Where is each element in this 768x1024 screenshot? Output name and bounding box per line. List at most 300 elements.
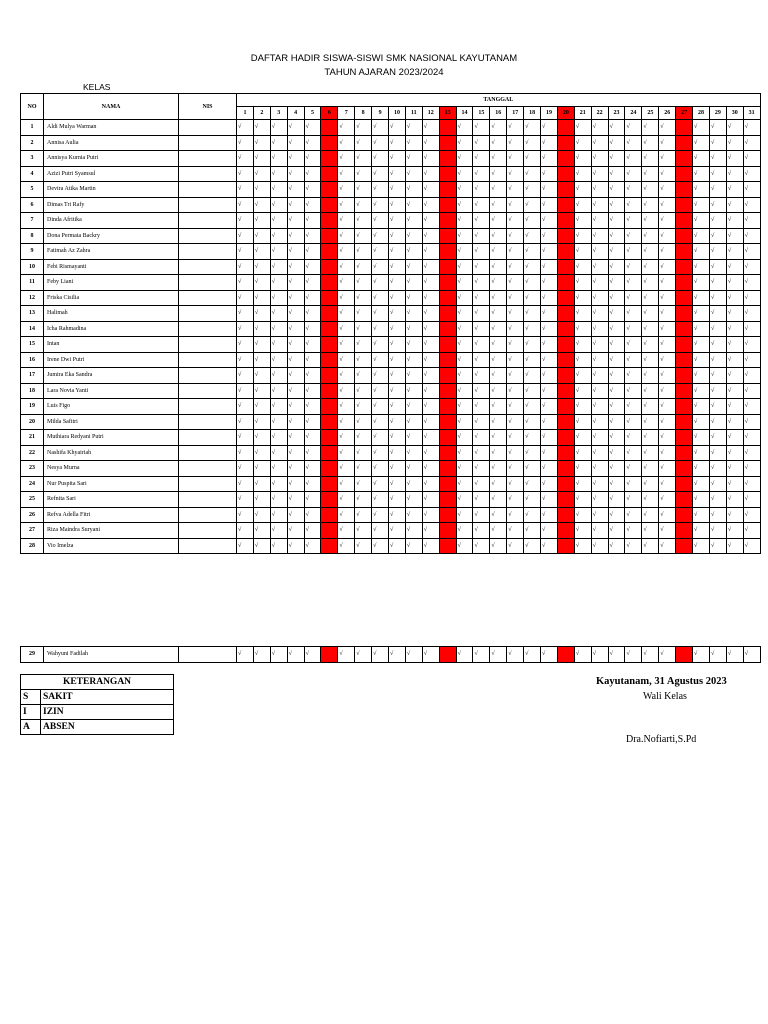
present-check: √ [304, 445, 321, 461]
present-check: √ [422, 492, 439, 508]
student-row [21, 399, 761, 415]
present-check: √ [490, 306, 507, 322]
student-nis [179, 368, 237, 384]
present-check: √ [625, 383, 642, 399]
present-check: √ [338, 414, 355, 430]
holiday-cell [676, 120, 693, 136]
student-number: 4 [21, 166, 44, 182]
student-nis [179, 244, 237, 260]
present-check: √ [270, 275, 287, 291]
present-check: √ [372, 259, 389, 275]
student-row [21, 120, 761, 136]
present-check: √ [287, 290, 304, 306]
present-check: √ [625, 182, 642, 198]
present-check: √ [389, 259, 406, 275]
present-check: √ [625, 275, 642, 291]
present-check: √ [541, 306, 558, 322]
present-check: √ [591, 399, 608, 415]
holiday-cell [321, 244, 338, 260]
present-check: √ [473, 166, 490, 182]
present-check: √ [253, 538, 270, 554]
present-check: √ [591, 151, 608, 167]
holiday-cell [321, 383, 338, 399]
present-check: √ [355, 321, 372, 337]
holiday-cell [557, 213, 574, 229]
present-check: √ [355, 368, 372, 384]
holiday-cell [321, 182, 338, 198]
present-check: √ [270, 476, 287, 492]
holiday-cell [321, 352, 338, 368]
present-check: √ [642, 259, 659, 275]
present-check: √ [372, 430, 389, 446]
present-check: √ [574, 352, 591, 368]
student-row [21, 368, 761, 384]
present-check: √ [726, 151, 743, 167]
present-check: √ [456, 244, 473, 260]
present-check: √ [389, 647, 406, 663]
present-check: √ [693, 430, 710, 446]
present-check: √ [372, 461, 389, 477]
student-number: 26 [21, 507, 44, 523]
holiday-cell [676, 476, 693, 492]
student-nis [179, 492, 237, 508]
present-check: √ [591, 523, 608, 539]
present-check: √ [507, 197, 524, 213]
present-check: √ [422, 368, 439, 384]
present-check: √ [743, 228, 760, 244]
present-check: √ [490, 399, 507, 415]
present-check: √ [473, 538, 490, 554]
present-check: √ [743, 414, 760, 430]
present-check: √ [405, 228, 422, 244]
present-check: √ [270, 244, 287, 260]
present-check: √ [541, 166, 558, 182]
present-check: √ [524, 151, 541, 167]
present-check: √ [473, 492, 490, 508]
present-check: √ [507, 120, 524, 136]
holiday-cell [676, 414, 693, 430]
present-check: √ [524, 182, 541, 198]
student-name: Dimas Tri Rafy [44, 197, 179, 213]
present-check: √ [473, 383, 490, 399]
present-check: √ [743, 166, 760, 182]
present-check: √ [287, 476, 304, 492]
present-check: √ [490, 228, 507, 244]
present-check: √ [625, 414, 642, 430]
present-check: √ [659, 182, 676, 198]
present-check: √ [726, 476, 743, 492]
present-check: √ [405, 120, 422, 136]
present-check: √ [270, 492, 287, 508]
present-check: √ [253, 244, 270, 260]
present-check: √ [659, 507, 676, 523]
present-check: √ [237, 228, 254, 244]
present-check: √ [642, 445, 659, 461]
present-check: √ [304, 399, 321, 415]
present-check: √ [709, 647, 726, 663]
present-check: √ [237, 523, 254, 539]
present-check: √ [659, 244, 676, 260]
present-check: √ [304, 492, 321, 508]
student-row [21, 476, 761, 492]
present-check: √ [659, 228, 676, 244]
present-check: √ [237, 182, 254, 198]
present-check: √ [287, 151, 304, 167]
present-check: √ [372, 352, 389, 368]
present-check: √ [270, 507, 287, 523]
present-check: √ [625, 507, 642, 523]
present-check: √ [709, 492, 726, 508]
present-check: √ [574, 337, 591, 353]
present-check: √ [473, 228, 490, 244]
present-check: √ [591, 507, 608, 523]
present-check: √ [625, 538, 642, 554]
present-check: √ [743, 275, 760, 291]
present-check: √ [490, 352, 507, 368]
present-check: √ [304, 337, 321, 353]
present-check: √ [422, 151, 439, 167]
holiday-cell [557, 259, 574, 275]
present-check: √ [237, 399, 254, 415]
student-row [21, 275, 761, 291]
present-check: √ [726, 228, 743, 244]
present-check: √ [287, 321, 304, 337]
present-check: √ [287, 383, 304, 399]
day-header: 13 [439, 107, 456, 120]
present-check: √ [591, 306, 608, 322]
present-check: √ [743, 197, 760, 213]
present-check: √ [473, 151, 490, 167]
present-check: √ [726, 445, 743, 461]
present-check: √ [743, 383, 760, 399]
present-check: √ [389, 321, 406, 337]
present-check: √ [709, 523, 726, 539]
holiday-cell [321, 275, 338, 291]
present-check: √ [574, 197, 591, 213]
present-check: √ [304, 306, 321, 322]
present-check: √ [287, 166, 304, 182]
present-check: √ [237, 275, 254, 291]
present-check: √ [490, 151, 507, 167]
present-check: √ [726, 259, 743, 275]
holiday-cell [676, 182, 693, 198]
day-header: 10 [389, 107, 406, 120]
holiday-cell [557, 414, 574, 430]
present-check: √ [304, 461, 321, 477]
day-header: 6 [321, 107, 338, 120]
present-check: √ [270, 228, 287, 244]
legend-code: A [21, 720, 41, 735]
student-name: Lara Novia Yanti [44, 383, 179, 399]
present-check: √ [473, 259, 490, 275]
holiday-cell [676, 430, 693, 446]
present-check: √ [372, 135, 389, 151]
student-number: 7 [21, 213, 44, 229]
present-check: √ [743, 290, 760, 306]
present-check: √ [524, 647, 541, 663]
present-check: √ [490, 476, 507, 492]
student-row [21, 430, 761, 446]
present-check: √ [253, 647, 270, 663]
present-check: √ [693, 166, 710, 182]
present-check: √ [456, 197, 473, 213]
present-check: √ [389, 430, 406, 446]
present-check: √ [743, 244, 760, 260]
present-check: √ [541, 414, 558, 430]
present-check: √ [270, 352, 287, 368]
student-nis [179, 461, 237, 477]
present-check: √ [372, 538, 389, 554]
holiday-cell [439, 321, 456, 337]
present-check: √ [524, 228, 541, 244]
present-check: √ [507, 523, 524, 539]
present-check: √ [726, 166, 743, 182]
holiday-cell [439, 120, 456, 136]
present-check: √ [709, 166, 726, 182]
day-header: 7 [338, 107, 355, 120]
present-check: √ [625, 290, 642, 306]
present-check: √ [693, 414, 710, 430]
holiday-cell [557, 151, 574, 167]
present-check: √ [473, 290, 490, 306]
student-name: Milda Safitri [44, 414, 179, 430]
present-check: √ [405, 430, 422, 446]
student-name: Vio Imelza [44, 538, 179, 554]
present-check: √ [389, 445, 406, 461]
present-check: √ [422, 213, 439, 229]
present-check: √ [304, 182, 321, 198]
present-check: √ [473, 337, 490, 353]
present-check: √ [507, 352, 524, 368]
present-check: √ [507, 213, 524, 229]
present-check: √ [355, 120, 372, 136]
present-check: √ [422, 430, 439, 446]
present-check: √ [473, 445, 490, 461]
present-check: √ [659, 399, 676, 415]
present-check: √ [541, 321, 558, 337]
present-check: √ [253, 352, 270, 368]
present-check: √ [372, 507, 389, 523]
present-check: √ [574, 430, 591, 446]
present-check: √ [574, 244, 591, 260]
present-check: √ [642, 337, 659, 353]
present-check: √ [642, 507, 659, 523]
present-check: √ [524, 197, 541, 213]
student-row [21, 166, 761, 182]
present-check: √ [642, 321, 659, 337]
present-check: √ [287, 275, 304, 291]
student-number: 23 [21, 461, 44, 477]
present-check: √ [659, 213, 676, 229]
present-check: √ [422, 275, 439, 291]
present-check: √ [709, 507, 726, 523]
present-check: √ [693, 135, 710, 151]
present-check: √ [574, 647, 591, 663]
present-check: √ [270, 259, 287, 275]
present-check: √ [456, 492, 473, 508]
present-check: √ [237, 414, 254, 430]
holiday-cell [557, 445, 574, 461]
present-check: √ [253, 197, 270, 213]
student-number: 22 [21, 445, 44, 461]
student-name: Feby Liani [44, 275, 179, 291]
present-check: √ [726, 647, 743, 663]
signer-name: Dra.Nofiarti,S.Pd [626, 734, 697, 745]
holiday-cell [557, 228, 574, 244]
student-nis [179, 135, 237, 151]
present-check: √ [287, 197, 304, 213]
day-header: 3 [270, 107, 287, 120]
present-check: √ [743, 213, 760, 229]
present-check: √ [743, 259, 760, 275]
present-check: √ [709, 430, 726, 446]
present-check: √ [574, 399, 591, 415]
student-nis [179, 151, 237, 167]
present-check: √ [507, 492, 524, 508]
present-check: √ [338, 538, 355, 554]
present-check: √ [422, 166, 439, 182]
holiday-cell [439, 476, 456, 492]
present-check: √ [253, 507, 270, 523]
present-check: √ [490, 290, 507, 306]
present-check: √ [693, 213, 710, 229]
present-check: √ [473, 275, 490, 291]
holiday-cell [321, 507, 338, 523]
holiday-cell [676, 306, 693, 322]
present-check: √ [574, 507, 591, 523]
present-check: √ [405, 213, 422, 229]
present-check: √ [338, 228, 355, 244]
present-check: √ [422, 228, 439, 244]
student-name: Azizi Putri Syamsul [44, 166, 179, 182]
present-check: √ [574, 275, 591, 291]
present-check: √ [709, 290, 726, 306]
student-nis [179, 414, 237, 430]
holiday-cell [557, 166, 574, 182]
student-row [21, 213, 761, 229]
present-check: √ [608, 538, 625, 554]
present-check: √ [405, 647, 422, 663]
present-check: √ [405, 182, 422, 198]
holiday-cell [321, 414, 338, 430]
holiday-cell [557, 492, 574, 508]
present-check: √ [625, 228, 642, 244]
present-check: √ [709, 321, 726, 337]
present-check: √ [541, 368, 558, 384]
present-check: √ [389, 213, 406, 229]
present-check: √ [304, 430, 321, 446]
student-row [21, 337, 761, 353]
student-number: 29 [21, 647, 44, 663]
present-check: √ [270, 120, 287, 136]
present-check: √ [693, 120, 710, 136]
present-check: √ [591, 213, 608, 229]
present-check: √ [405, 476, 422, 492]
present-check: √ [355, 476, 372, 492]
holiday-cell [676, 523, 693, 539]
student-name: Halimah [44, 306, 179, 322]
present-check: √ [473, 197, 490, 213]
present-check: √ [490, 321, 507, 337]
present-check: √ [456, 290, 473, 306]
present-check: √ [405, 507, 422, 523]
student-number: 16 [21, 352, 44, 368]
present-check: √ [473, 213, 490, 229]
present-check: √ [456, 476, 473, 492]
present-check: √ [405, 337, 422, 353]
place-date: Kayutanam, 31 Agustus 2023 [596, 676, 727, 687]
student-number: 9 [21, 244, 44, 260]
present-check: √ [237, 135, 254, 151]
holiday-cell [439, 492, 456, 508]
present-check: √ [608, 445, 625, 461]
present-check: √ [591, 166, 608, 182]
present-check: √ [355, 647, 372, 663]
legend-table [20, 674, 174, 735]
present-check: √ [456, 321, 473, 337]
present-check: √ [389, 228, 406, 244]
present-check: √ [591, 461, 608, 477]
student-name: Fatimah Az Zahra [44, 244, 179, 260]
holiday-cell [557, 461, 574, 477]
present-check: √ [372, 368, 389, 384]
present-check: √ [237, 368, 254, 384]
present-check: √ [574, 476, 591, 492]
present-check: √ [389, 383, 406, 399]
student-nis [179, 306, 237, 322]
present-check: √ [642, 290, 659, 306]
present-check: √ [456, 507, 473, 523]
present-check: √ [253, 445, 270, 461]
present-check: √ [490, 538, 507, 554]
present-check: √ [507, 306, 524, 322]
present-check: √ [270, 399, 287, 415]
student-nis [179, 120, 237, 136]
day-header: 25 [642, 107, 659, 120]
student-row [21, 538, 761, 554]
holiday-cell [439, 151, 456, 167]
present-check: √ [405, 166, 422, 182]
no-header: NO [21, 94, 44, 120]
present-check: √ [270, 135, 287, 151]
present-check: √ [524, 445, 541, 461]
present-check: √ [524, 120, 541, 136]
present-check: √ [608, 228, 625, 244]
tanggal-header: TANGGAL [237, 94, 761, 107]
present-check: √ [338, 151, 355, 167]
present-check: √ [591, 290, 608, 306]
present-check: √ [372, 151, 389, 167]
present-check: √ [608, 166, 625, 182]
student-nis [179, 430, 237, 446]
present-check: √ [591, 352, 608, 368]
student-number: 17 [21, 368, 44, 384]
holiday-cell [439, 399, 456, 415]
present-check: √ [456, 430, 473, 446]
present-check: √ [726, 120, 743, 136]
present-check: √ [456, 120, 473, 136]
student-row [21, 151, 761, 167]
present-check: √ [304, 244, 321, 260]
present-check: √ [304, 166, 321, 182]
present-check: √ [389, 399, 406, 415]
day-header: 20 [557, 107, 574, 120]
present-check: √ [591, 259, 608, 275]
present-check: √ [338, 445, 355, 461]
student-row [21, 507, 761, 523]
present-check: √ [541, 538, 558, 554]
student-nis [179, 352, 237, 368]
